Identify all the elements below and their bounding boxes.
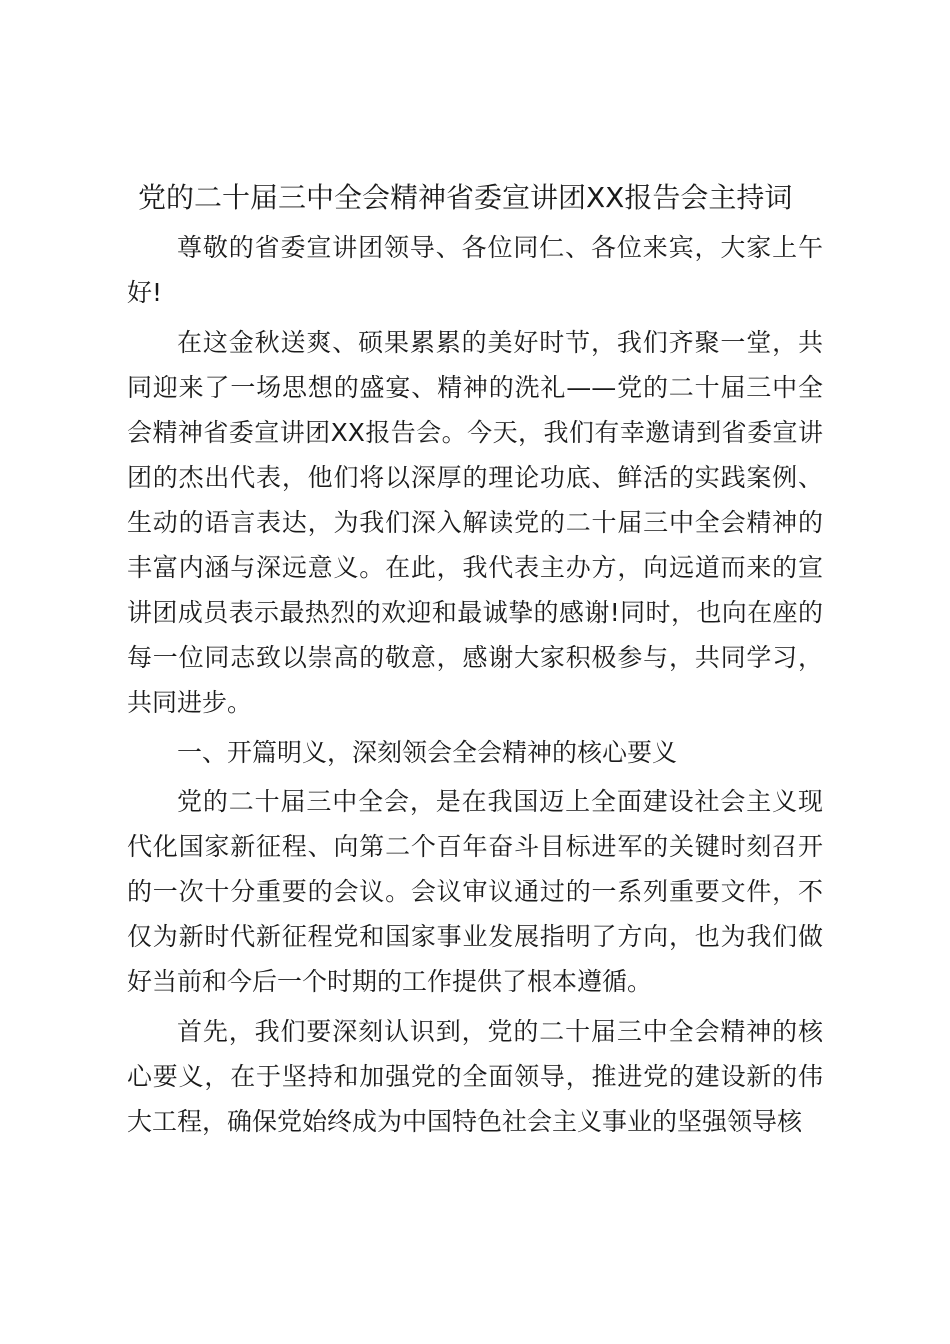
section-paragraph: 党的二十届三中全会，是在我国迈上全面建设社会主义现代化国家新征程、向第二个百年奋斗目标进军的关键时刻召开的一次十分重要的会议。会议审议通过的一系列重要文件，不仅为新时代新征程党和国家事业发展指明了方向，也为我们做好当前和今后一个时期的工作提供了根本遵循。 bbox=[127, 787, 823, 996]
opening-paragraph: 在这金秋送爽、硕果累累的美好时节，我们齐聚一堂，共同迎来了一场思想的盛宴、精神的洗礼——党的二十届三中全会精神省委宣讲团XX报告会。今天，我们有幸邀请到省委宣讲团的杰出代表，他们将以深厚的理论功底、鲜活的实践案例、生动的语言表达，为我们深入解读党的二十届三中全会精神的丰富内涵与深远意义。在此，我代表主办方，向远道而来的宣讲团成员表示最热烈的欢迎和最诚挚的感谢!同时，也向在座的每一位同志致以崇高的敬意，感谢大家积极参与，共同学习，共同进步。 bbox=[127, 328, 823, 717]
section-paragraph: 首先，我们要深刻认识到，党的二十届三中全会精神的核心要义，在于坚持和加强党的全面领导，推进党的建设新的伟大工程，确保党始终成为中国特色社会主义事业的坚强领导核 bbox=[127, 1017, 823, 1136]
document-body bbox=[127, 225, 823, 1149]
greeting-paragraph: 尊敬的省委宣讲团领导、各位同仁、各位来宾，大家上午好! bbox=[127, 233, 823, 307]
section-heading: 一、开篇明义，深刻领会全会精神的核心要义 bbox=[177, 738, 678, 767]
document-title: 党的二十届三中全会精神省委宣讲团XX报告会主持词 bbox=[138, 181, 793, 214]
